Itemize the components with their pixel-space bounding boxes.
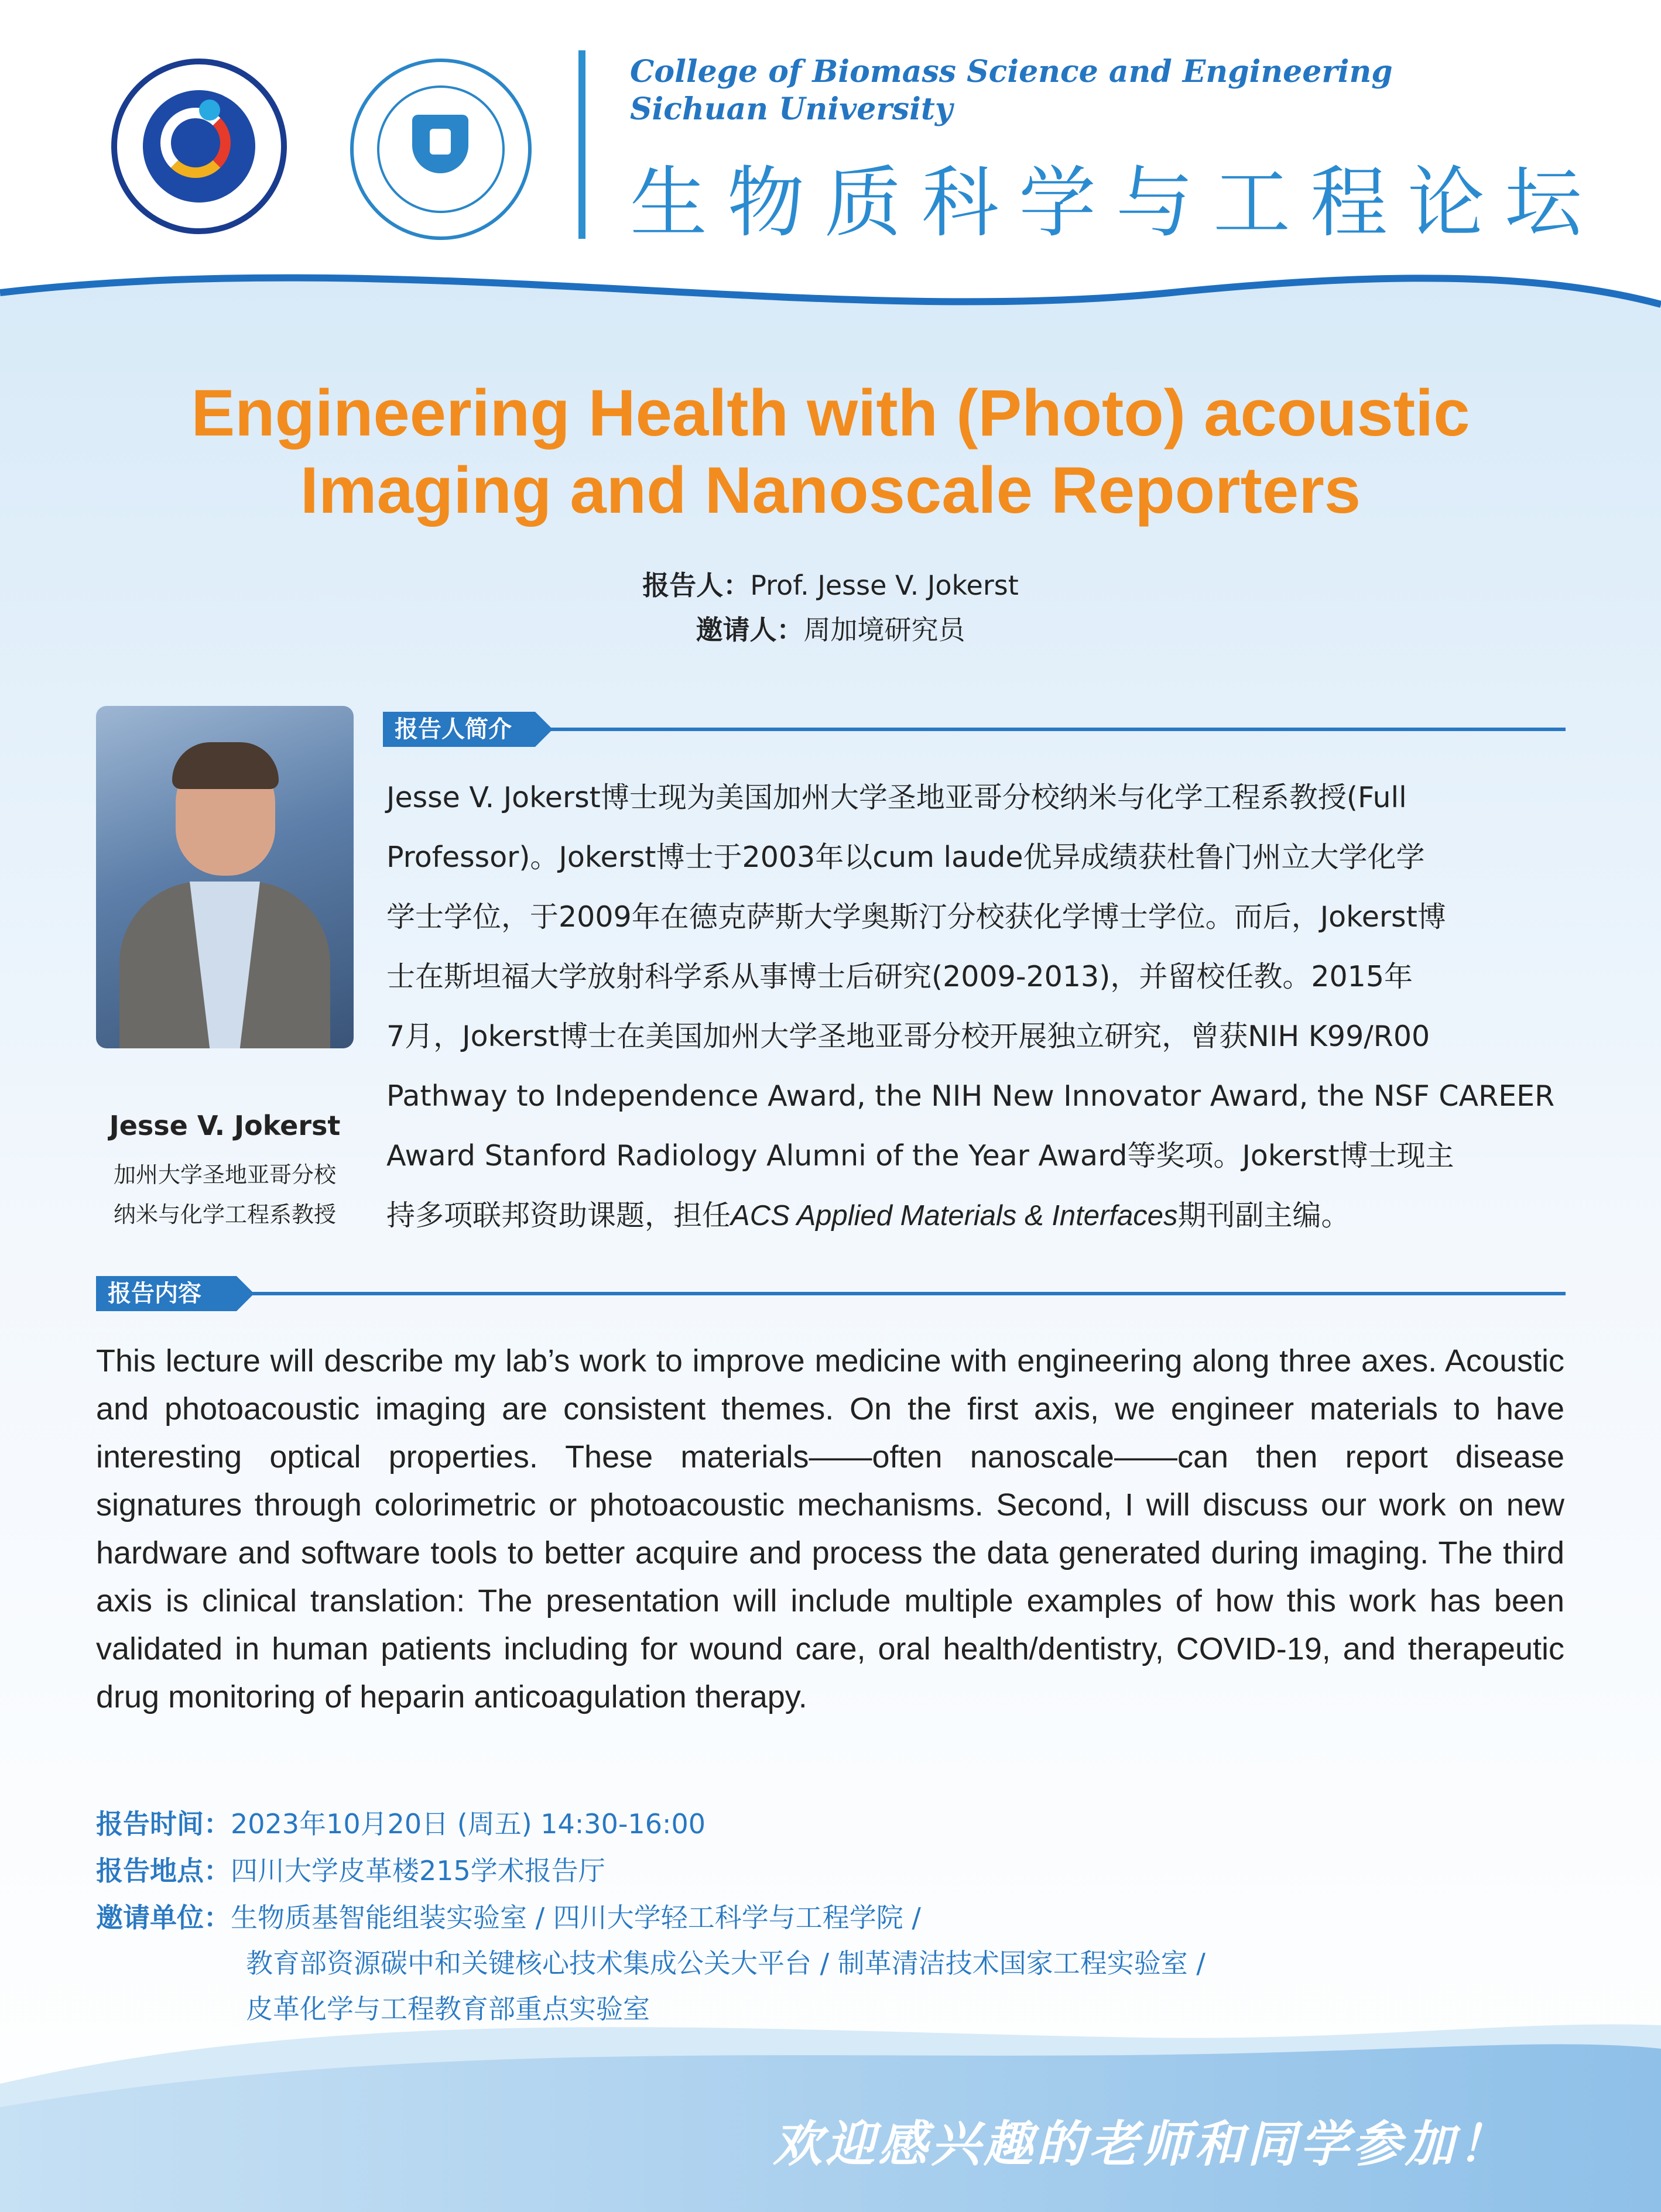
bio-line: Award Stanford Radiology Alumni of the Year Award等奖项。Jokerst博士现主 [386,1139,1454,1172]
time-value: 2023年10月20日 (周五) 14:30-16:00 [231,1808,706,1840]
place-row [96,1850,605,1888]
college-english-name: College of Biomass Science and Engineering [630,54,1393,90]
bio-line: 学士学位，于2009年在德克萨斯大学奥斯汀分校获化学博士学位。而后，Jokerst博 [386,900,1446,934]
place-value: 四川大学皮革楼215学术报告厅 [231,1855,605,1887]
header-divider [578,50,585,239]
bio-last-suffix: 期刊副主编。 [1177,1199,1350,1232]
talk-title-line2: Imaging and Nanoscale Reporters [300,454,1361,527]
time-label: 报告时间： [96,1808,231,1840]
college-logo [111,59,287,234]
organizer-line2: 教育部资源碳中和关键核心技术集成公关大平台 / 制革清洁技术国家工程实验室 / [246,1947,1205,1979]
speaker-label: 报告人： [642,570,751,601]
speaker-affiliation-line2: 纳米与化学工程系教授 [113,1202,336,1227]
speaker-affiliation-line1: 加州大学圣地亚哥分校 [113,1162,336,1188]
journal-name: ACS Applied Materials & Interfaces [731,1200,1178,1232]
forum-title: 生物质科学与工程论坛 [630,158,1602,248]
abstract-text: This lecture will describe my lab’s work to improve medicine with engineering along three axes. Acoustic and photoacoustic imaging are consistent themes. On the first axis, we engineer materials to have interesting optical properties. These materials——often nanoscale——can then report disease signatures through colorimetric or photoacoustic mechanisms. Second, I will discuss our work on new hardware and software tools to better acquire and process the data generated during imaging. The third axis is clinical translation: The presentation will include multiple examples of how this work has been validated in human patients including for wound care, oral health/dentistry, COVID-19, and therapeutic drug monitoring of heparin anticoagulation therapy. [96,1343,1564,1714]
welcome-message: 欢迎感兴趣的老师和同学参加！ [773,2115,1511,2173]
inviter-value: 周加境研究员 [803,614,965,646]
bio-last-prefix: 持多项联邦资助课题，担任 [386,1199,731,1232]
organizer-label: 邀请单位： [96,1902,231,1933]
inviter-label: 邀请人： [696,614,804,646]
talk-title-line1: Engineering Health with (Photo) acoustic [191,376,1470,450]
speaker-bio [386,768,1563,1246]
speaker-line [0,564,1661,603]
bio-line: 士在斯坦福大学放射科学系从事博士后研究(2009-2013)，并留校任教。2015年 [386,960,1413,993]
abstract-section-label: 报告内容 [108,1280,201,1307]
university-english-name: Sichuan University [630,91,953,127]
organizer-line1: 生物质基智能组装实验室 / 四川大学轻工科学与工程学院 / [231,1902,921,1933]
time-row [96,1803,706,1841]
speaker-name: Jesse V. Jokerst [109,1110,341,1141]
bio-line: Jesse V. Jokerst博士现为美国加州大学圣地亚哥分校纳米与化学工程系教授(Full [386,781,1407,814]
bio-section-label: 报告人简介 [395,716,512,743]
speaker-value: Prof. Jesse V. Jokerst [750,570,1019,601]
place-label: 报告地点： [96,1855,231,1887]
talk-title [0,375,1661,529]
bio-line: Pathway to Independence Award, the NIH New Innovator Award, the NSF CAREER [386,1079,1555,1113]
bio-line: Professor)。Jokerst博士于2003年以cum laude优异成绩获杜鲁门州立大学化学 [386,841,1425,874]
bio-line-last [386,1186,1563,1246]
organizer-line3: 皮革化学与工程教育部重点实验室 [246,1993,650,2025]
bio-line: 7月，Jokerst博士在美国加州大学圣地亚哥分校开展独立研究，曾获NIH K99/R00 [386,1020,1430,1053]
inviter-line [0,609,1661,647]
speaker-photo [96,706,354,1048]
laboratory-seal-logo [350,59,532,240]
organizer-row [96,1897,921,1935]
